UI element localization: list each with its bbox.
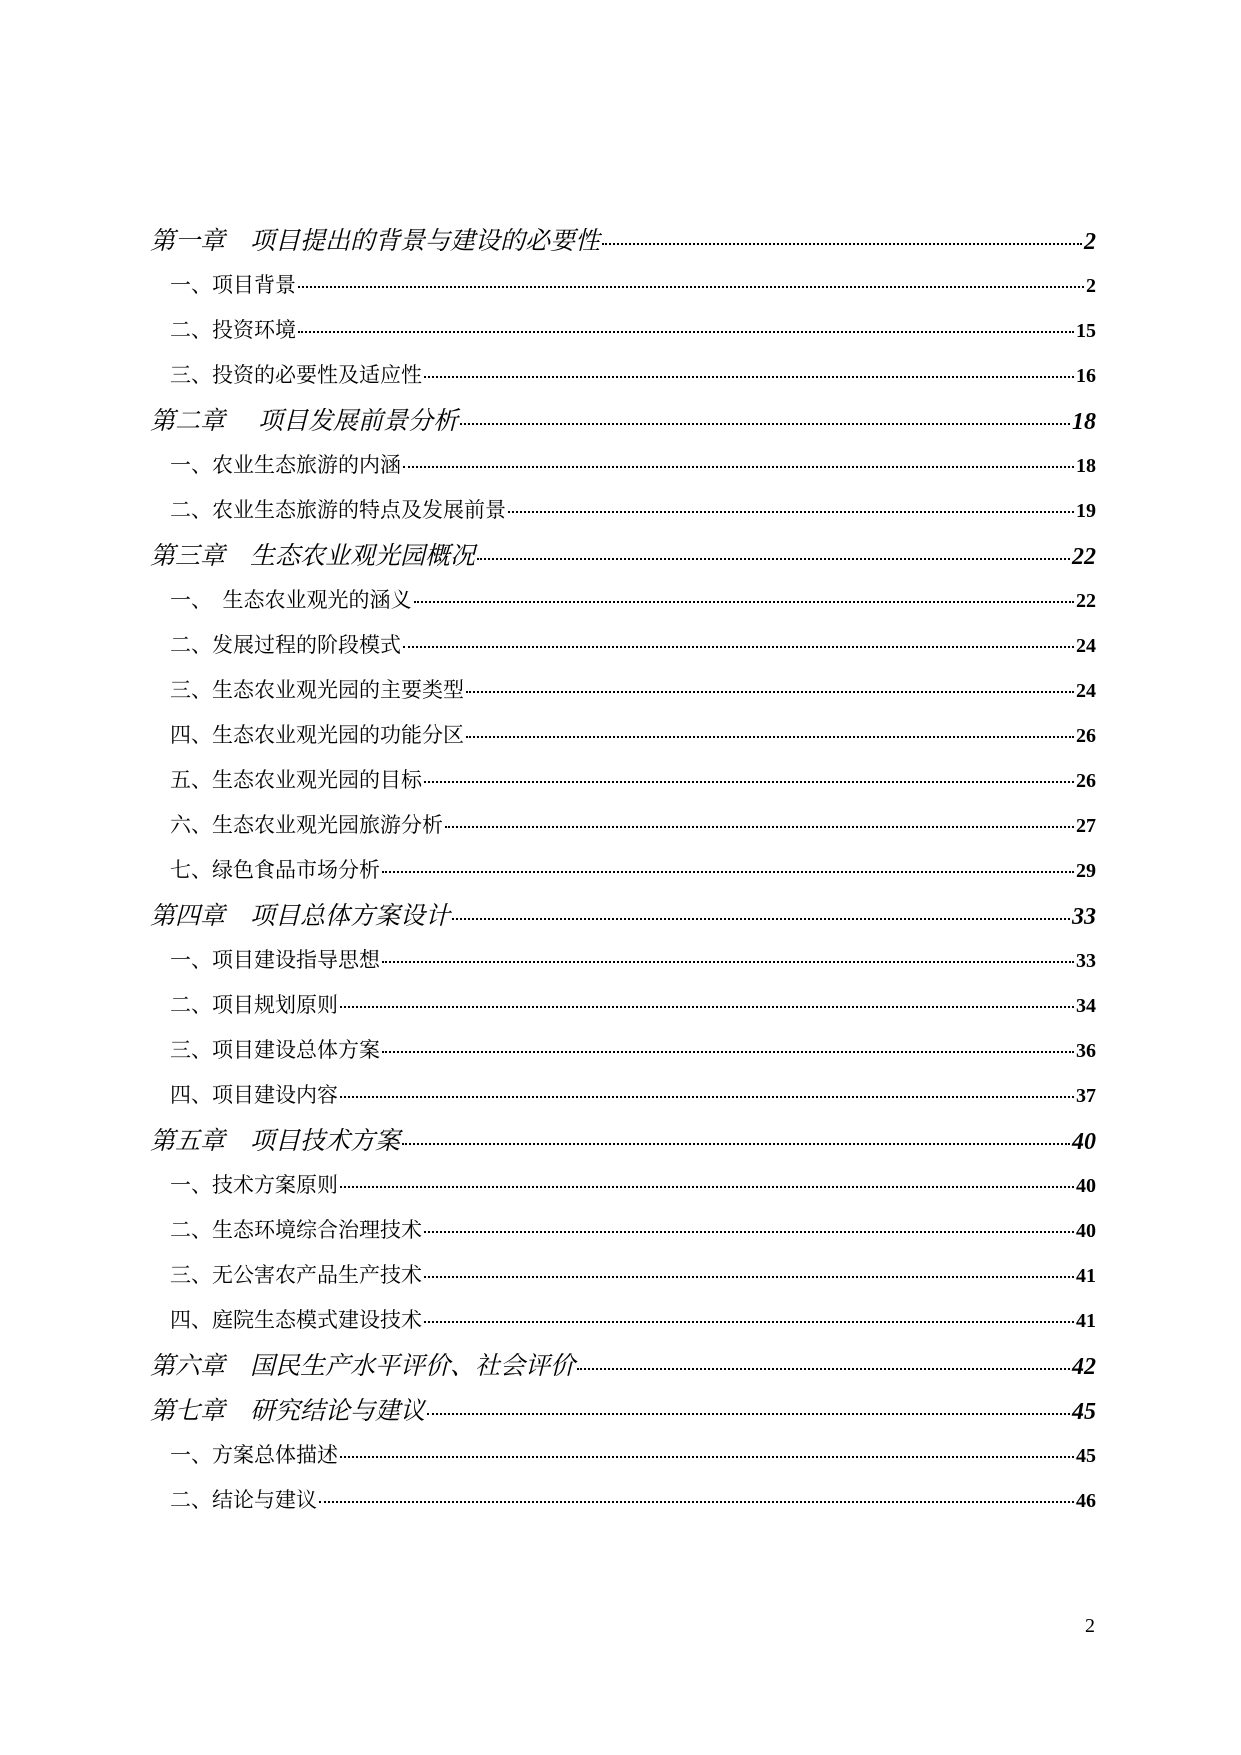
toc-section-entry[interactable] (150, 1073, 1096, 1118)
toc-entry-title: 一、项目背景 (170, 273, 296, 297)
toc-entry-page: 24 (1076, 635, 1096, 657)
toc-section-entry[interactable] (150, 443, 1096, 488)
toc-chapter-entry[interactable] (150, 1388, 1096, 1433)
toc-dot-leader (340, 1456, 1074, 1458)
toc-chapter-entry[interactable] (150, 1118, 1096, 1163)
toc-dot-leader (424, 376, 1074, 378)
toc-dot-leader (466, 691, 1074, 693)
toc-entry-title: 四、生态农业观光园的功能分区 (170, 723, 464, 747)
toc-entry-page: 40 (1076, 1220, 1096, 1242)
toc-entry-page: 46 (1076, 1490, 1096, 1512)
toc-dot-leader (577, 1368, 1070, 1370)
toc-dot-leader (319, 1501, 1074, 1503)
toc-entry-title: 三、无公害农产品生产技术 (170, 1263, 422, 1287)
toc-entry-page: 34 (1076, 995, 1096, 1017)
toc-section-entry[interactable] (150, 938, 1096, 983)
toc-entry-page: 2 (1084, 229, 1096, 255)
toc-dot-leader (298, 286, 1084, 288)
toc-entry-page: 40 (1076, 1175, 1096, 1197)
toc-entry-page: 37 (1076, 1085, 1096, 1107)
toc-entry-page: 16 (1076, 365, 1096, 387)
toc-section-entry[interactable] (150, 263, 1096, 308)
toc-section-entry[interactable] (150, 758, 1096, 803)
toc-entry-title: 五、生态农业观光园的目标 (170, 768, 422, 792)
toc-entry-title: 三、投资的必要性及适应性 (170, 363, 422, 387)
toc-entry-page: 45 (1072, 1399, 1096, 1425)
toc-entry-title: 四、庭院生态模式建设技术 (170, 1308, 422, 1332)
toc-entry-page: 24 (1076, 680, 1096, 702)
toc-entry-title: 第五章 项目技术方案 (150, 1126, 401, 1155)
toc-section-entry[interactable] (150, 983, 1096, 1028)
toc-section-entry[interactable] (150, 803, 1096, 848)
toc-section-entry[interactable] (150, 1433, 1096, 1478)
toc-entry-title: 二、发展过程的阶段模式 (170, 633, 401, 657)
toc-dot-leader (382, 1051, 1074, 1053)
toc-entry-title: 第三章 生态农业观光园概况 (150, 541, 476, 570)
toc-entry-title: 二、生态环境综合治理技术 (170, 1218, 422, 1242)
toc-entry-page: 33 (1076, 950, 1096, 972)
toc-chapter-entry[interactable] (150, 398, 1096, 443)
toc-entry-title: 二、投资环境 (170, 318, 296, 342)
toc-dot-leader (602, 243, 1082, 245)
toc-entry-page: 18 (1076, 455, 1096, 477)
toc-dot-leader (402, 1143, 1070, 1145)
toc-section-entry[interactable] (150, 1208, 1096, 1253)
toc-entry-title: 一、方案总体描述 (170, 1443, 338, 1467)
page-number: 2 (1085, 1615, 1095, 1637)
toc-entry-title: 第四章 项目总体方案设计 (150, 901, 451, 930)
toc-dot-leader (424, 1276, 1074, 1278)
toc-dot-leader (427, 1413, 1070, 1415)
toc-section-entry[interactable] (150, 1298, 1096, 1343)
toc-dot-leader (403, 646, 1074, 648)
toc-entry-page: 22 (1076, 590, 1096, 612)
toc-dot-leader (382, 871, 1074, 873)
toc-entry-page: 29 (1076, 860, 1096, 882)
toc-entry-title: 第二章 项目发展前景分析 (150, 406, 458, 435)
toc-entry-title: 三、生态农业观光园的主要类型 (170, 678, 464, 702)
toc-entry-page: 41 (1076, 1310, 1096, 1332)
table-of-contents (150, 218, 1096, 1523)
toc-entry-title: 第七章 研究结论与建议 (150, 1396, 426, 1425)
toc-dot-leader (340, 1096, 1074, 1098)
toc-dot-leader (508, 511, 1074, 513)
toc-section-entry[interactable] (150, 713, 1096, 758)
toc-dot-leader (466, 736, 1074, 738)
toc-entry-page: 36 (1076, 1040, 1096, 1062)
toc-dot-leader (477, 558, 1070, 560)
toc-entry-page: 22 (1072, 544, 1096, 570)
toc-chapter-entry[interactable] (150, 218, 1096, 263)
toc-entry-title: 二、项目规划原则 (170, 993, 338, 1017)
toc-section-entry[interactable] (150, 623, 1096, 668)
toc-entry-page: 40 (1072, 1129, 1096, 1155)
toc-entry-title: 三、项目建设总体方案 (170, 1038, 380, 1062)
toc-dot-leader (452, 918, 1070, 920)
toc-dot-leader (460, 423, 1070, 425)
toc-section-entry[interactable] (150, 578, 1096, 623)
toc-entry-title: 四、项目建设内容 (170, 1083, 338, 1107)
toc-entry-page: 33 (1072, 904, 1096, 930)
toc-dot-leader (298, 331, 1074, 333)
toc-dot-leader (424, 1321, 1074, 1323)
toc-section-entry[interactable] (150, 1028, 1096, 1073)
toc-dot-leader (424, 781, 1074, 783)
toc-entry-page: 41 (1076, 1265, 1096, 1287)
toc-entry-title: 一、项目建设指导思想 (170, 948, 380, 972)
toc-dot-leader (382, 961, 1074, 963)
toc-chapter-entry[interactable] (150, 893, 1096, 938)
toc-entry-title: 一、技术方案原则 (170, 1173, 338, 1197)
toc-dot-leader (445, 826, 1074, 828)
toc-section-entry[interactable] (150, 668, 1096, 713)
toc-section-entry[interactable] (150, 1163, 1096, 1208)
toc-entry-title: 二、农业生态旅游的特点及发展前景 (170, 498, 506, 522)
toc-chapter-entry[interactable] (150, 1343, 1096, 1388)
toc-dot-leader (340, 1186, 1074, 1188)
toc-entry-title: 六、生态农业观光园旅游分析 (170, 813, 443, 837)
toc-dot-leader (424, 1231, 1074, 1233)
toc-entry-page: 26 (1076, 770, 1096, 792)
toc-dot-leader (403, 466, 1074, 468)
toc-entry-title: 二、结论与建议 (170, 1488, 317, 1512)
toc-entry-title: 一、 生态农业观光的涵义 (170, 588, 412, 612)
toc-entry-title: 第一章 项目提出的背景与建设的必要性 (150, 226, 601, 255)
toc-section-entry[interactable] (150, 488, 1096, 533)
toc-entry-title: 七、绿色食品市场分析 (170, 858, 380, 882)
toc-entry-page: 15 (1076, 320, 1096, 342)
toc-section-entry[interactable] (150, 848, 1096, 893)
toc-entry-page: 18 (1072, 409, 1096, 435)
toc-entry-page: 2 (1086, 275, 1096, 297)
toc-entry-page: 27 (1076, 815, 1096, 837)
toc-entry-title: 一、农业生态旅游的内涵 (170, 453, 401, 477)
toc-section-entry[interactable] (150, 353, 1096, 398)
toc-dot-leader (340, 1006, 1074, 1008)
toc-section-entry[interactable] (150, 1253, 1096, 1298)
toc-dot-leader (414, 601, 1075, 603)
toc-entry-page: 42 (1072, 1354, 1096, 1380)
toc-entry-title: 第六章 国民生产水平评价、社会评价 (150, 1351, 576, 1380)
toc-section-entry[interactable] (150, 308, 1096, 353)
toc-section-entry[interactable] (150, 1478, 1096, 1523)
toc-entry-page: 19 (1076, 500, 1096, 522)
toc-chapter-entry[interactable] (150, 533, 1096, 578)
toc-entry-page: 45 (1076, 1445, 1096, 1467)
toc-entry-page: 26 (1076, 725, 1096, 747)
